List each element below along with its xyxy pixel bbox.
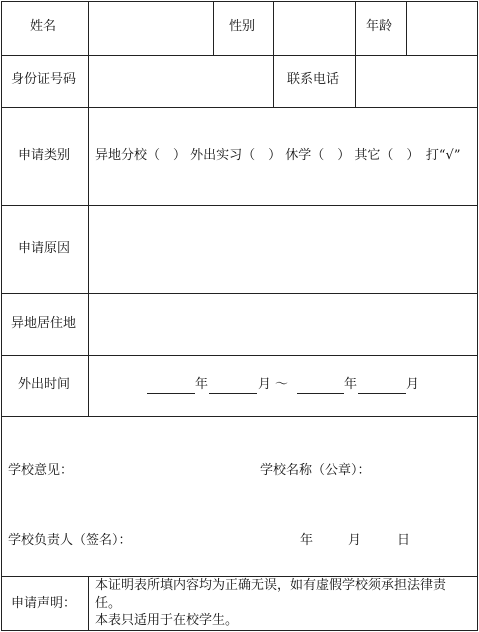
application-category-options[interactable]: 异地分校（ ） 外出实习（ ） 休学（ ） 其它（ ） 打“√” — [95, 148, 461, 163]
end-year-blank[interactable] — [297, 393, 344, 394]
residence-label: 异地居住地 — [11, 316, 77, 331]
tilde-separator: ～ — [275, 377, 289, 392]
end-month-blank[interactable] — [358, 393, 406, 394]
gender-field[interactable] — [275, 3, 354, 54]
residence-field[interactable] — [90, 295, 476, 354]
end-month-label: 月 — [406, 377, 420, 392]
date-day-label: 日 — [397, 533, 411, 548]
start-month-label: 月 — [258, 377, 272, 392]
school-head-signature-label: 学校负责人（签名）： — [8, 533, 132, 548]
age-label: 年龄 — [366, 19, 393, 34]
row-divider — [1, 55, 478, 56]
cell-divider — [273, 1, 274, 107]
date-month-label: 月 — [348, 533, 362, 548]
end-year-label: 年 — [344, 377, 358, 392]
cell-divider — [213, 1, 214, 55]
phone-label: 联系电话 — [287, 72, 340, 87]
id-number-field[interactable] — [90, 57, 272, 106]
start-year-blank[interactable] — [147, 393, 195, 394]
declaration-text-line1: 本证明表所填内容均为正确无误，如有虚假学校须承担法律责 — [95, 578, 447, 593]
phone-field[interactable] — [357, 57, 476, 106]
row-divider — [1, 107, 478, 108]
name-label: 姓名 — [30, 19, 57, 34]
declaration-text-line2: 任。 — [95, 596, 122, 611]
row-divider — [1, 205, 478, 206]
row-divider — [1, 416, 478, 417]
declaration-label: 申请声明： — [11, 596, 77, 611]
name-field[interactable] — [90, 3, 211, 54]
school-opinion-label: 学校意见： — [8, 463, 74, 478]
gender-label: 性别 — [229, 19, 256, 34]
declaration-text-line3: 本表只适用于在校学生。 — [95, 613, 239, 628]
application-reason-field[interactable] — [90, 207, 476, 292]
application-category-label: 申请类别 — [18, 148, 71, 163]
form-border-bottom — [1, 630, 478, 631]
absence-time-label: 外出时间 — [18, 377, 71, 392]
school-name-label: 学校名称（公章）： — [260, 463, 371, 478]
age-field[interactable] — [408, 3, 476, 54]
label-column-divider — [88, 576, 89, 631]
date-year-label: 年 — [300, 533, 314, 548]
label-column-divider — [88, 1, 89, 416]
start-year-label: 年 — [195, 377, 209, 392]
cell-divider — [355, 1, 356, 107]
row-divider — [1, 355, 478, 356]
row-divider — [1, 576, 478, 577]
application-reason-label: 申请原因 — [18, 241, 71, 256]
start-month-blank[interactable] — [209, 393, 257, 394]
form-border-left — [1, 1, 2, 631]
form-border-right — [477, 1, 478, 631]
cell-divider — [406, 1, 407, 55]
id-number-label: 身份证号码 — [11, 72, 77, 87]
row-divider — [1, 293, 478, 294]
